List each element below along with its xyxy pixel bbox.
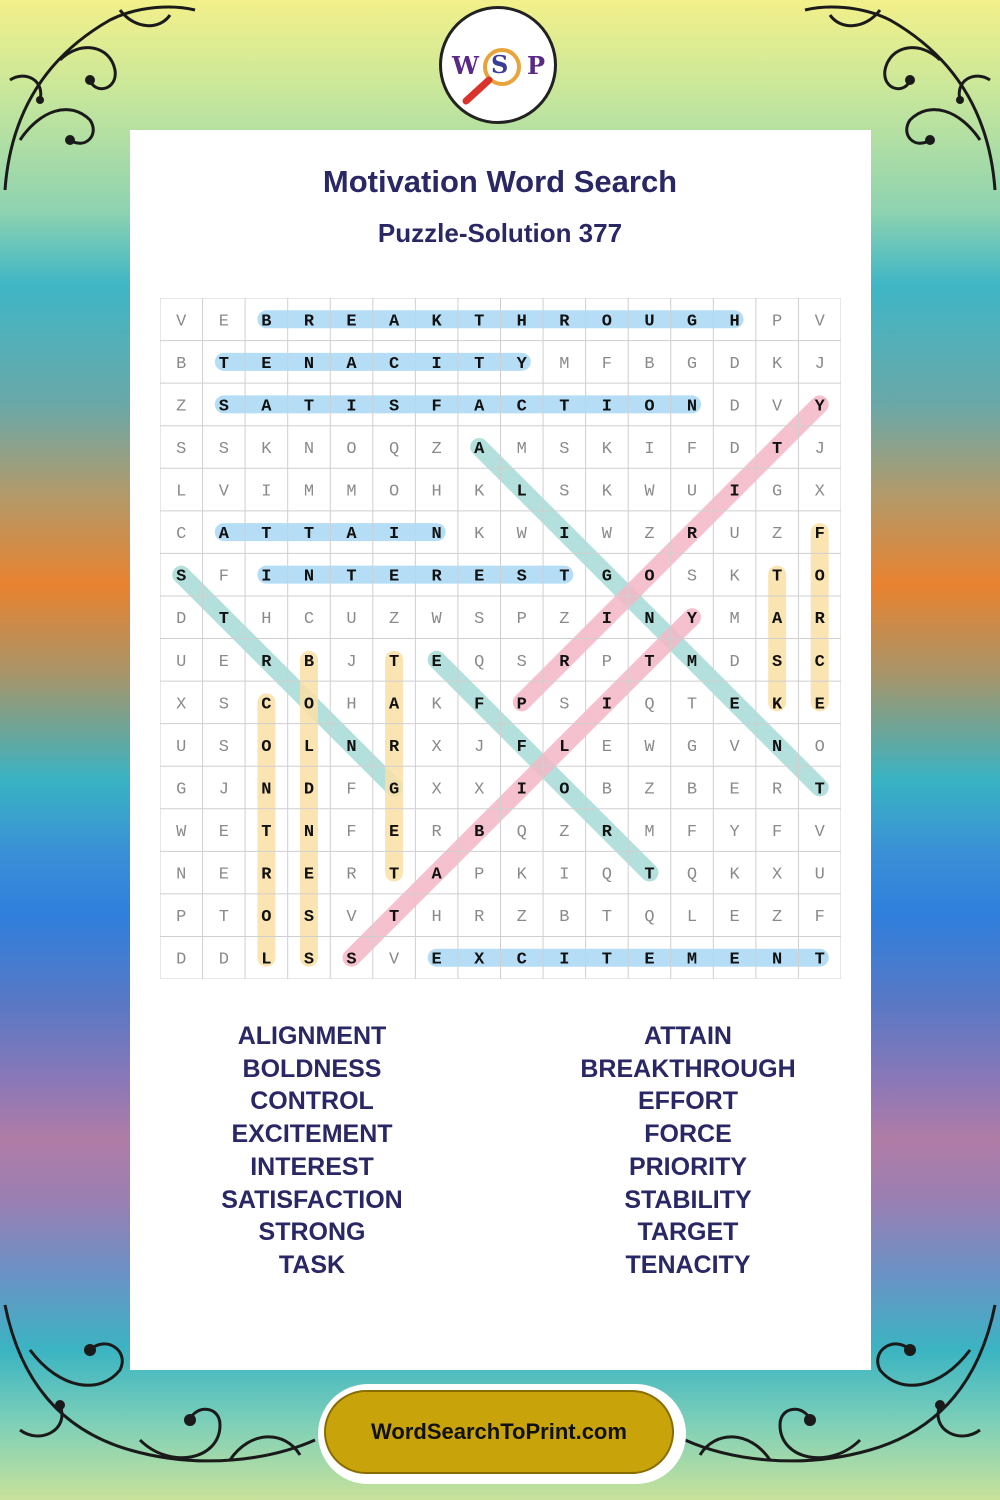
grid-letter[interactable]: T	[474, 354, 485, 374]
grid-letter[interactable]: D	[729, 439, 740, 459]
grid-letter[interactable]: T	[261, 823, 272, 843]
grid-letter[interactable]: E	[729, 780, 740, 800]
grid-letter[interactable]: E	[431, 652, 442, 672]
grid-letter[interactable]: H	[346, 695, 357, 715]
grid-letter[interactable]: V	[218, 482, 229, 502]
grid-letter[interactable]: S	[559, 482, 570, 502]
grid-letter[interactable]: L	[261, 950, 272, 970]
grid-letter[interactable]: D	[218, 950, 229, 970]
word-list-item: TASK	[278, 1250, 346, 1279]
grid-letter[interactable]: G	[388, 780, 400, 800]
grid-letter[interactable]: U	[814, 865, 825, 885]
grid-letter[interactable]: R	[303, 312, 315, 332]
grid-letter[interactable]: U	[644, 312, 655, 332]
grid-letter[interactable]: Y	[686, 610, 698, 630]
grid-letter[interactable]: E	[218, 823, 229, 843]
grid-letter[interactable]: X	[176, 695, 187, 715]
grid-letter[interactable]: T	[303, 525, 315, 545]
grid-letter[interactable]: O	[559, 780, 570, 800]
grid-letter[interactable]: P	[516, 610, 527, 630]
grid-letter[interactable]: C	[388, 354, 400, 374]
grid-letter[interactable]: I	[388, 525, 400, 545]
grid-letter[interactable]: S	[218, 737, 229, 757]
grid-letter[interactable]: F	[601, 354, 613, 374]
grid-letter[interactable]: K	[261, 439, 272, 459]
grid-letter[interactable]: F	[686, 439, 698, 459]
grid-letter[interactable]: J	[474, 737, 485, 757]
grid-canvas	[160, 298, 841, 979]
grid-letter[interactable]: V	[388, 950, 400, 970]
grid-letter[interactable]: B	[176, 354, 187, 374]
grid-letter[interactable]: G	[686, 354, 698, 374]
grid-letter[interactable]: Z	[388, 610, 400, 630]
grid-letter[interactable]: I	[729, 482, 740, 502]
grid-letter[interactable]: E	[729, 950, 740, 970]
grid-letter[interactable]: Z	[516, 908, 527, 928]
grid-letter[interactable]: D	[176, 950, 187, 970]
grid-letter[interactable]: D	[729, 652, 740, 672]
grid-letter[interactable]: P	[601, 652, 613, 672]
website-link-button[interactable]: WordSearchToPrint.com	[324, 1390, 674, 1474]
grid-letter[interactable]: X	[431, 737, 442, 757]
grid-letter[interactable]: J	[814, 354, 825, 374]
logo-letter-p: P	[527, 51, 546, 80]
grid-letter[interactable]: T	[218, 610, 229, 630]
grid-letter[interactable]: F	[346, 780, 357, 800]
grid-letter[interactable]: W	[176, 823, 187, 843]
grid-letter[interactable]: O	[346, 439, 357, 459]
grid-letter[interactable]: T	[346, 567, 357, 587]
grid-letter[interactable]: Q	[601, 865, 613, 885]
grid-letter[interactable]: G	[772, 482, 783, 502]
grid-letter[interactable]: T	[644, 865, 655, 885]
grid-letter[interactable]: K	[729, 567, 740, 587]
grid-letter[interactable]: I	[431, 354, 442, 374]
grid-letter[interactable]: E	[388, 567, 400, 587]
grid-letter[interactable]: W	[644, 482, 655, 502]
grid-letter[interactable]: E	[218, 865, 229, 885]
grid-letter[interactable]: P	[516, 695, 527, 715]
grid-letter[interactable]: D	[729, 397, 740, 417]
grid-letter[interactable]: K	[601, 482, 613, 502]
grid-letter[interactable]: K	[772, 695, 783, 715]
grid-letter[interactable]: D	[729, 354, 740, 374]
grid-letter[interactable]: R	[474, 908, 485, 928]
grid-letter[interactable]: F	[772, 823, 783, 843]
grid-letter[interactable]: T	[772, 439, 783, 459]
grid-letter[interactable]: T	[474, 312, 485, 332]
grid-letter[interactable]: F	[431, 397, 442, 417]
grid-letter[interactable]: M	[644, 823, 655, 843]
grid-letter[interactable]: R	[261, 652, 272, 672]
grid-letter[interactable]: S	[303, 908, 315, 928]
grid-letter[interactable]: R	[431, 823, 442, 843]
grid-letter[interactable]: N	[772, 950, 783, 970]
grid-letter[interactable]: W	[516, 525, 527, 545]
grid-letter[interactable]: S	[218, 695, 229, 715]
grid-letter[interactable]: K	[516, 865, 527, 885]
logo-letter-w: W	[452, 51, 479, 80]
grid-letter[interactable]: F	[516, 737, 527, 757]
grid-letter[interactable]: J	[346, 652, 357, 672]
grid-letter[interactable]: B	[261, 312, 272, 332]
grid-letter[interactable]: I	[601, 397, 613, 417]
grid-letter[interactable]: S	[516, 567, 527, 587]
grid-letter[interactable]: T	[388, 908, 400, 928]
grid-letter[interactable]: C	[303, 610, 315, 630]
grid-letter[interactable]: T	[303, 397, 315, 417]
grid-letter[interactable]: V	[772, 397, 783, 417]
grid-letter[interactable]: M	[686, 950, 698, 970]
grid-letter[interactable]: J	[814, 439, 825, 459]
grid-letter[interactable]: F	[814, 908, 825, 928]
grid-letter[interactable]: Q	[644, 695, 655, 715]
grid-letter[interactable]: P	[474, 865, 485, 885]
grid-letter[interactable]: T	[559, 567, 570, 587]
grid-letter[interactable]: T	[218, 908, 229, 928]
grid-letter[interactable]: A	[474, 397, 485, 417]
grid-letter[interactable]: Q	[388, 439, 400, 459]
grid-letter[interactable]: R	[431, 567, 442, 587]
grid-letter[interactable]: N	[346, 737, 357, 757]
grid-letter[interactable]: T	[686, 695, 698, 715]
grid-letter[interactable]: V	[814, 312, 825, 332]
grid-letter[interactable]: F	[474, 695, 485, 715]
grid-letter[interactable]: T	[601, 908, 613, 928]
grid-letter[interactable]: G	[686, 312, 698, 332]
grid-letter[interactable]: Z	[772, 525, 783, 545]
grid-letter[interactable]: X	[772, 865, 783, 885]
grid-letter[interactable]: K	[474, 482, 485, 502]
grid-letter[interactable]: Z	[176, 397, 187, 417]
grid-letter[interactable]: R	[686, 525, 698, 545]
grid-letter[interactable]: X	[814, 482, 825, 502]
grid-letter[interactable]: V	[729, 737, 740, 757]
grid-letter[interactable]: R	[261, 865, 272, 885]
grid-letter[interactable]: L	[303, 737, 315, 757]
word-list-item: EXCITEMENT	[231, 1120, 393, 1149]
grid-letter[interactable]: N	[772, 737, 783, 757]
word-list-item: PRIORITY	[628, 1152, 748, 1181]
grid-letter[interactable]: R	[814, 610, 825, 630]
grid-letter[interactable]: L	[176, 482, 187, 502]
grid-letter[interactable]: C	[516, 397, 527, 417]
grid-letter[interactable]: X	[474, 780, 485, 800]
grid-letter[interactable]: Z	[772, 908, 783, 928]
grid-letter[interactable]: T	[559, 397, 570, 417]
grid-letter[interactable]: Q	[516, 823, 527, 843]
grid-letter[interactable]: S	[218, 439, 229, 459]
grid-letter[interactable]: R	[559, 652, 570, 672]
grid-letter[interactable]: A	[474, 439, 485, 459]
grid-letter[interactable]: N	[176, 865, 187, 885]
grid-letter[interactable]: Y	[729, 823, 740, 843]
grid-letter[interactable]: W	[644, 737, 655, 757]
grid-letter[interactable]: T	[814, 780, 825, 800]
grid-letter[interactable]: H	[516, 312, 527, 332]
grid-letter[interactable]: W	[601, 525, 613, 545]
grid-letter[interactable]: A	[346, 525, 357, 545]
grid-letter[interactable]: V	[346, 908, 357, 928]
grid-letter[interactable]: S	[388, 397, 400, 417]
grid-letter[interactable]: M	[686, 652, 698, 672]
grid-letter[interactable]: S	[559, 695, 570, 715]
grid-letter[interactable]: J	[218, 780, 229, 800]
grid-letter[interactable]: I	[516, 780, 527, 800]
grid-letter[interactable]: M	[303, 482, 315, 502]
grid-letter[interactable]: E	[601, 737, 613, 757]
grid-letter[interactable]: U	[176, 737, 187, 757]
grid-letter[interactable]: F	[686, 823, 698, 843]
grid-letter[interactable]: S	[218, 397, 229, 417]
grid-letter[interactable]: N	[303, 567, 315, 587]
grid-letter[interactable]: Z	[559, 610, 570, 630]
grid-letter[interactable]: I	[346, 397, 357, 417]
grid-letter[interactable]: R	[559, 312, 570, 332]
grid-letter[interactable]: U	[686, 482, 698, 502]
grid-letter[interactable]: K	[431, 695, 442, 715]
grid-letter[interactable]: U	[346, 610, 357, 630]
grid-letter[interactable]: K	[474, 525, 485, 545]
grid-letter[interactable]: D	[176, 610, 187, 630]
word-list-item: STABILITY	[624, 1185, 752, 1214]
grid-letter[interactable]: P	[772, 312, 783, 332]
grid-letter[interactable]: C	[516, 950, 527, 970]
grid-letter[interactable]: X	[431, 780, 442, 800]
grid-letter[interactable]: E	[218, 652, 229, 672]
grid-letter[interactable]: O	[303, 695, 315, 715]
page-title: Motivation Word Search	[322, 164, 678, 199]
grid-letter[interactable]: O	[644, 567, 655, 587]
grid-letter[interactable]: K	[772, 354, 783, 374]
grid-letter[interactable]: T	[261, 525, 272, 545]
grid-letter[interactable]: V	[176, 312, 187, 332]
grid-letter[interactable]: A	[218, 525, 229, 545]
grid-letter[interactable]: N	[303, 823, 315, 843]
grid-letter[interactable]: K	[729, 865, 740, 885]
grid-letter[interactable]: E	[729, 695, 740, 715]
grid-letter[interactable]: N	[303, 439, 315, 459]
grid-letter[interactable]: T	[388, 652, 400, 672]
grid-letter[interactable]: E	[388, 823, 400, 843]
grid-letter[interactable]: M	[346, 482, 357, 502]
grid-letter[interactable]: B	[303, 652, 315, 672]
grid-letter[interactable]: N	[644, 610, 655, 630]
grid-letter[interactable]: G	[176, 780, 187, 800]
grid-letter[interactable]: U	[176, 652, 187, 672]
grid-letter[interactable]: K	[601, 439, 613, 459]
grid-letter[interactable]: M	[516, 439, 527, 459]
grid-letter[interactable]: Z	[559, 823, 570, 843]
grid-letter[interactable]: T	[814, 950, 825, 970]
grid-letter[interactable]: D	[303, 780, 315, 800]
grid-letter[interactable]: A	[388, 312, 400, 332]
grid-letter[interactable]: T	[218, 354, 229, 374]
grid-letter[interactable]: N	[261, 780, 272, 800]
word-search-grid[interactable]	[160, 298, 841, 979]
grid-letter[interactable]: I	[644, 439, 655, 459]
grid-letter[interactable]: I	[601, 695, 613, 715]
grid-letter[interactable]: L	[516, 482, 527, 502]
grid-letter[interactable]: B	[686, 780, 698, 800]
word-list-item: CONTROL	[250, 1087, 374, 1116]
grid-letter[interactable]: Y	[814, 397, 825, 417]
grid-letter[interactable]: O	[261, 737, 272, 757]
grid-letter[interactable]: P	[176, 908, 187, 928]
grid-letter[interactable]: R	[601, 823, 613, 843]
grid-letter[interactable]: K	[431, 312, 442, 332]
grid-letter[interactable]: H	[431, 908, 442, 928]
word-list-item: EFFORT	[638, 1087, 738, 1116]
word-list-item: SATISFACTION	[221, 1185, 403, 1214]
grid-letter[interactable]: C	[814, 652, 825, 672]
grid-letter[interactable]: T	[772, 567, 783, 587]
grid-letter[interactable]: L	[686, 908, 698, 928]
word-list-item: STRONG	[258, 1218, 366, 1247]
grid-letter[interactable]: V	[814, 823, 825, 843]
grid-letter[interactable]: C	[261, 695, 272, 715]
grid-letter[interactable]: F	[346, 823, 357, 843]
grid-letter[interactable]: E	[729, 908, 740, 928]
word-list-item: INTEREST	[250, 1152, 374, 1181]
grid-letter[interactable]: O	[814, 567, 825, 587]
grid-letter[interactable]: S	[686, 567, 698, 587]
word-list-item: ATTAIN	[644, 1022, 732, 1050]
grid-letter[interactable]: E	[346, 312, 357, 332]
word-list-item: ALIGNMENT	[237, 1022, 387, 1050]
grid-letter[interactable]: S	[474, 610, 485, 630]
grid-letter[interactable]: I	[559, 865, 570, 885]
grid-letter[interactable]: S	[516, 652, 527, 672]
grid-letter[interactable]: B	[559, 908, 570, 928]
grid-letter[interactable]: H	[729, 312, 740, 332]
grid-letter[interactable]: T	[644, 652, 655, 672]
grid-letter[interactable]: S	[176, 439, 187, 459]
grid-letter[interactable]: Y	[516, 354, 527, 374]
grid-letter[interactable]: I	[559, 950, 570, 970]
grid-letter[interactable]: Z	[644, 525, 655, 545]
grid-letter[interactable]: B	[601, 780, 613, 800]
grid-letter[interactable]: E	[218, 312, 229, 332]
grid-letter[interactable]: I	[261, 567, 272, 587]
grid-letter[interactable]: I	[261, 482, 272, 502]
grid-letter[interactable]: S	[303, 950, 315, 970]
grid-letter[interactable]: E	[431, 950, 442, 970]
grid-letter[interactable]: B	[474, 823, 485, 843]
grid-letter[interactable]: W	[431, 610, 442, 630]
grid-letter[interactable]: G	[601, 567, 613, 587]
grid-letter[interactable]: N	[431, 525, 442, 545]
grid-letter[interactable]: Z	[644, 780, 655, 800]
word-list-item: BREAKTHROUGH	[580, 1054, 796, 1083]
grid-letter[interactable]: U	[729, 525, 740, 545]
grid-letter[interactable]: M	[729, 610, 740, 630]
grid-letter[interactable]: O	[644, 397, 655, 417]
grid-letter[interactable]: L	[559, 737, 570, 757]
grid-letter[interactable]: F	[814, 525, 825, 545]
grid-letter[interactable]: Q	[644, 908, 655, 928]
grid-letter[interactable]: E	[814, 695, 825, 715]
grid-letter[interactable]: S	[346, 950, 357, 970]
grid-letter[interactable]: E	[474, 567, 485, 587]
grid-letter[interactable]: N	[303, 354, 315, 374]
word-list-right	[538, 1020, 838, 1282]
word-list-item: BOLDNESS	[242, 1054, 382, 1083]
grid-letter[interactable]: A	[346, 354, 357, 374]
grid-letter[interactable]: R	[346, 865, 357, 885]
grid-letter[interactable]: Z	[431, 439, 442, 459]
word-list-item: TARGET	[637, 1218, 739, 1247]
word-list-item: TENACITY	[625, 1250, 751, 1279]
grid-letter[interactable]: A	[772, 610, 783, 630]
logo-letter-s: S	[491, 50, 509, 79]
grid-letter[interactable]: A	[388, 695, 400, 715]
grid-letter[interactable]: S	[559, 439, 570, 459]
grid-letter[interactable]: B	[644, 354, 655, 374]
page-subtitle: Puzzle-Solution 377	[377, 218, 623, 248]
grid-letter[interactable]: I	[601, 610, 613, 630]
grid-letter[interactable]: Q	[686, 865, 698, 885]
grid-letter[interactable]: R	[388, 737, 400, 757]
grid-letter[interactable]: E	[303, 865, 315, 885]
grid-letter[interactable]: O	[261, 908, 272, 928]
grid-letter[interactable]: S	[176, 567, 187, 587]
grid-letter[interactable]: S	[772, 652, 783, 672]
grid-letter[interactable]: F	[218, 567, 229, 587]
grid-letter[interactable]: M	[559, 354, 570, 374]
grid-letter[interactable]: R	[772, 780, 783, 800]
grid-letter[interactable]: O	[814, 737, 825, 757]
grid-letter[interactable]: A	[431, 865, 442, 885]
grid-letter[interactable]: Q	[474, 652, 485, 672]
grid-letter[interactable]: T	[388, 865, 400, 885]
grid-letter[interactable]: X	[474, 950, 485, 970]
grid-letter[interactable]: E	[644, 950, 655, 970]
grid-letter[interactable]: G	[686, 737, 698, 757]
grid-letter[interactable]: H	[431, 482, 442, 502]
grid-letter[interactable]: I	[559, 525, 570, 545]
wsp-logo[interactable]	[439, 6, 557, 124]
word-list-left	[162, 1020, 462, 1282]
grid-letter[interactable]: C	[176, 525, 187, 545]
grid-letter[interactable]: A	[261, 397, 272, 417]
word-list-item: FORCE	[644, 1120, 732, 1149]
grid-letter[interactable]: O	[388, 482, 400, 502]
grid-letter[interactable]: E	[261, 354, 272, 374]
grid-letter[interactable]: H	[261, 610, 272, 630]
grid-letter[interactable]: N	[686, 397, 698, 417]
grid-letter[interactable]: T	[601, 950, 613, 970]
grid-letter[interactable]: O	[601, 312, 613, 332]
